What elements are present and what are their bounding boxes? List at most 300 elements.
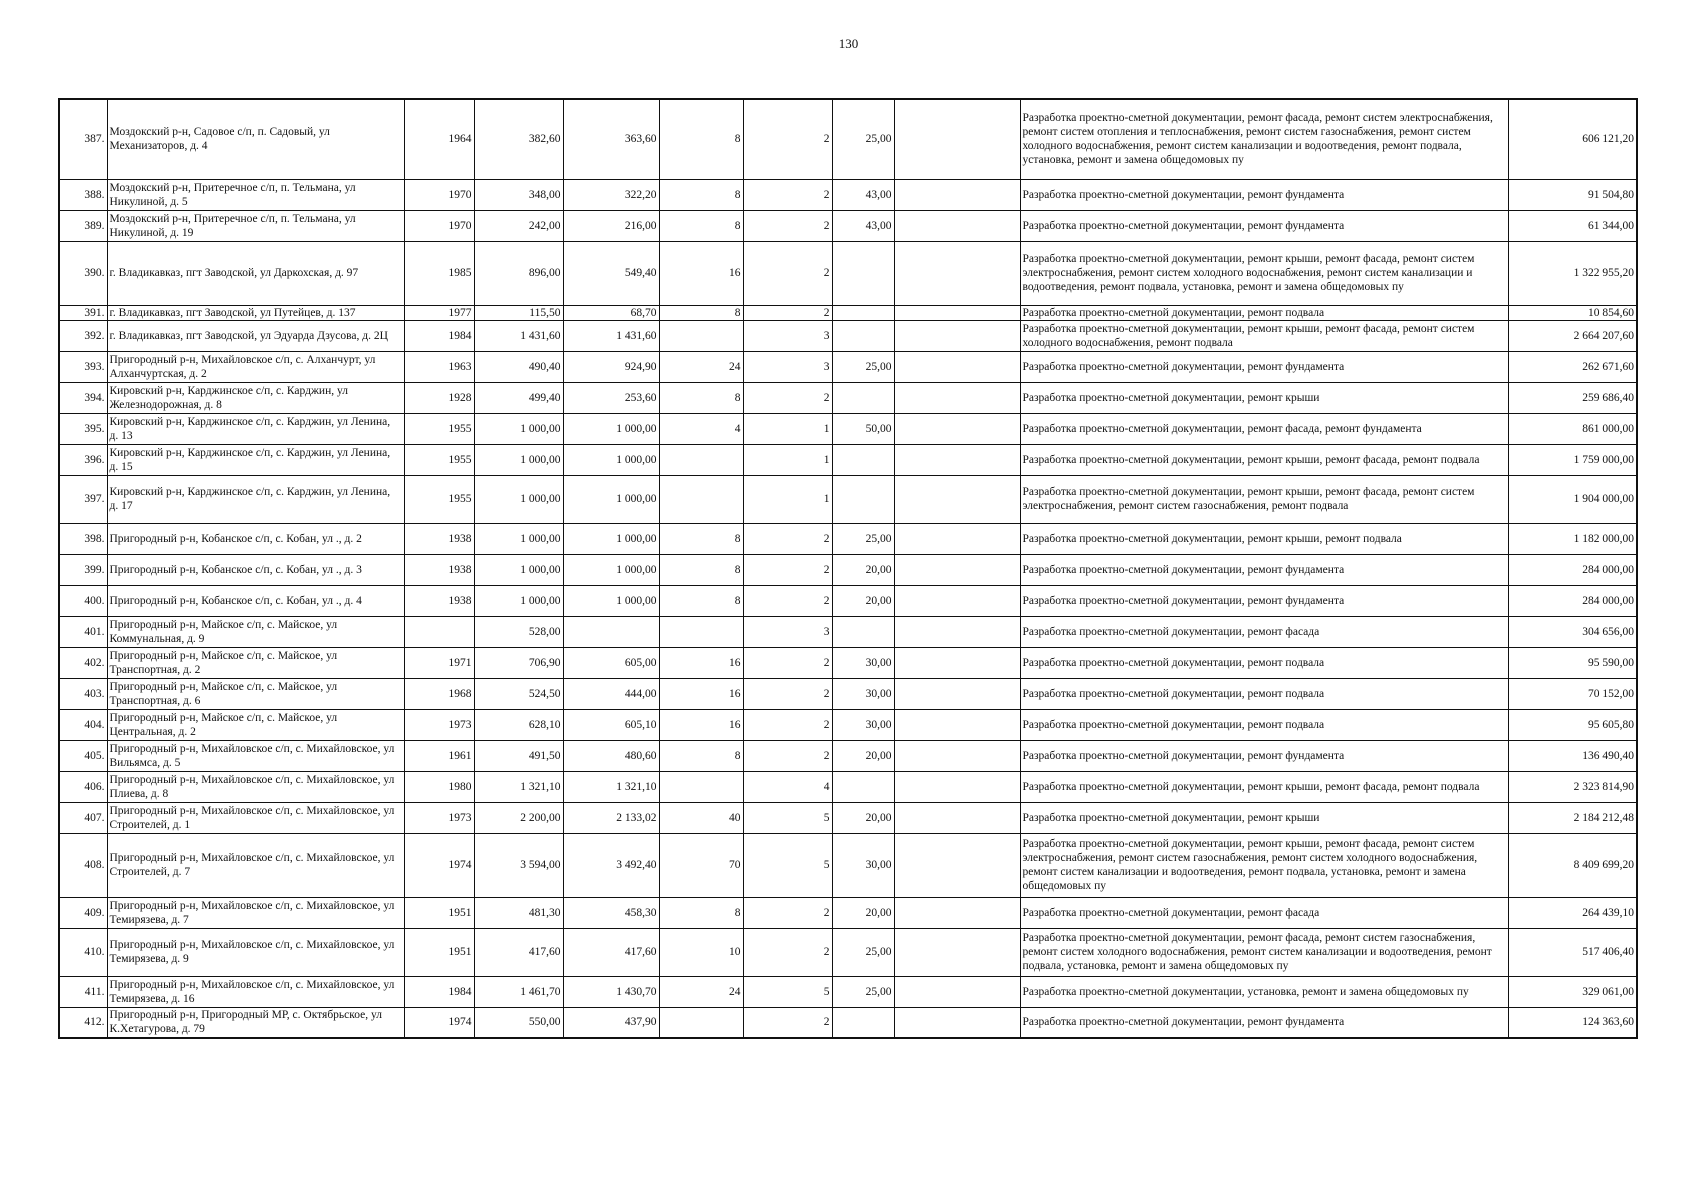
wear-cell: 50,00 [832, 413, 894, 444]
year-cell: 1955 [404, 475, 474, 523]
address-cell: Пригородный р-н, Михайловское с/п, с. Михайловское, ул Темирязева, д. 9 [107, 928, 404, 976]
apartments-cell: 4 [659, 413, 743, 444]
address-cell: Пригородный р-н, Майское с/п, с. Майское, ул Центральная, д. 2 [107, 709, 404, 740]
wear-cell [832, 616, 894, 647]
wear-cell [832, 444, 894, 475]
table-row [59, 179, 1637, 210]
total-area-cell: 1 461,70 [474, 976, 563, 1007]
residential-area-cell [563, 616, 659, 647]
extra-cell [894, 523, 1020, 554]
apartments-cell [659, 475, 743, 523]
residential-area-cell: 924,90 [563, 351, 659, 382]
works-cell: Разработка проектно-сметной документации, ремонт фундамента [1020, 210, 1508, 241]
cost-cell: 124 363,60 [1508, 1007, 1637, 1038]
row-number: 398. [59, 523, 107, 554]
row-number: 393. [59, 351, 107, 382]
total-area-cell: 1 321,10 [474, 771, 563, 802]
table-row [59, 351, 1637, 382]
floors-cell: 1 [743, 413, 832, 444]
row-number: 411. [59, 976, 107, 1007]
residential-area-cell: 549,40 [563, 241, 659, 305]
year-cell: 1961 [404, 740, 474, 771]
cost-cell: 136 490,40 [1508, 740, 1637, 771]
cost-cell: 606 121,20 [1508, 99, 1637, 179]
total-area-cell: 3 594,00 [474, 833, 563, 897]
works-cell: Разработка проектно-сметной документации, ремонт подвала [1020, 305, 1508, 320]
row-number: 403. [59, 678, 107, 709]
apartments-cell: 8 [659, 210, 743, 241]
cost-cell: 2 664 207,60 [1508, 320, 1637, 351]
row-number: 399. [59, 554, 107, 585]
extra-cell [894, 305, 1020, 320]
apartments-cell [659, 771, 743, 802]
wear-cell [832, 475, 894, 523]
works-cell: Разработка проектно-сметной документации, ремонт фасада, ремонт систем электроснабжения, ремонт систем отопления и теплоснабжения, ремонт систем газоснабжения, ремонт систем холодного водоснабжения, ремонт систем канализации и водоотведения, ремонт подвала, установка, ремонт и замена общедомовых пу [1020, 99, 1508, 179]
residential-area-cell: 322,20 [563, 179, 659, 210]
row-number: 388. [59, 179, 107, 210]
residential-area-cell: 1 000,00 [563, 523, 659, 554]
residential-area-cell: 1 000,00 [563, 413, 659, 444]
address-cell: Пригородный р-н, Михайловское с/п, с. Михайловское, ул Строителей, д. 7 [107, 833, 404, 897]
works-cell: Разработка проектно-сметной документации, ремонт подвала [1020, 647, 1508, 678]
cost-cell: 861 000,00 [1508, 413, 1637, 444]
address-cell: Пригородный р-н, Кобанское с/п, с. Кобан, ул ., д. 3 [107, 554, 404, 585]
address-cell: Пригородный р-н, Михайловское с/п, с. Михайловское, ул Вильямса, д. 5 [107, 740, 404, 771]
table-row [59, 585, 1637, 616]
total-area-cell: 706,90 [474, 647, 563, 678]
residential-area-cell: 216,00 [563, 210, 659, 241]
year-cell: 1977 [404, 305, 474, 320]
floors-cell: 2 [743, 99, 832, 179]
residential-area-cell: 253,60 [563, 382, 659, 413]
wear-cell [832, 320, 894, 351]
table-row [59, 99, 1637, 179]
residential-area-cell: 3 492,40 [563, 833, 659, 897]
floors-cell: 2 [743, 585, 832, 616]
row-number: 391. [59, 305, 107, 320]
year-cell: 1955 [404, 444, 474, 475]
extra-cell [894, 554, 1020, 585]
apartments-cell: 8 [659, 179, 743, 210]
wear-cell: 30,00 [832, 833, 894, 897]
address-cell: г. Владикавказ, пгт Заводской, ул Путейцев, д. 137 [107, 305, 404, 320]
year-cell: 1973 [404, 802, 474, 833]
table-row [59, 523, 1637, 554]
table-row [59, 475, 1637, 523]
extra-cell [894, 210, 1020, 241]
total-area-cell: 1 000,00 [474, 523, 563, 554]
apartments-cell: 8 [659, 740, 743, 771]
row-number: 400. [59, 585, 107, 616]
year-cell: 1984 [404, 976, 474, 1007]
floors-cell: 2 [743, 241, 832, 305]
cost-cell: 95 605,80 [1508, 709, 1637, 740]
address-cell: Пригородный р-н, Михайловское с/п, с. Михайловское, ул Плиева, д. 8 [107, 771, 404, 802]
address-cell: Кировский р-н, Карджинское с/п, с. Карджин, ул Ленина, д. 13 [107, 413, 404, 444]
floors-cell: 2 [743, 305, 832, 320]
floors-cell: 2 [743, 1007, 832, 1038]
works-cell: Разработка проектно-сметной документации, ремонт фасада [1020, 616, 1508, 647]
page-number: 130 [838, 36, 859, 51]
cost-cell: 70 152,00 [1508, 678, 1637, 709]
year-cell: 1973 [404, 709, 474, 740]
extra-cell [894, 179, 1020, 210]
row-number: 406. [59, 771, 107, 802]
floors-cell: 2 [743, 523, 832, 554]
residential-area-cell: 437,90 [563, 1007, 659, 1038]
residential-area-cell: 1 000,00 [563, 475, 659, 523]
works-cell: Разработка проектно-сметной документации, ремонт крыши, ремонт фасада, ремонт систем холодного водоснабжения, ремонт подвала [1020, 320, 1508, 351]
residential-area-cell: 605,00 [563, 647, 659, 678]
wear-cell: 25,00 [832, 523, 894, 554]
address-cell: Пригородный р-н, Пригородный МР, с. Октябрьское, ул К.Хетагурова, д. 79 [107, 1007, 404, 1038]
wear-cell: 20,00 [832, 585, 894, 616]
apartments-cell [659, 616, 743, 647]
table-row [59, 305, 1637, 320]
residential-area-cell: 444,00 [563, 678, 659, 709]
residential-area-cell: 458,30 [563, 897, 659, 928]
cost-cell: 262 671,60 [1508, 351, 1637, 382]
apartments-cell: 8 [659, 554, 743, 585]
total-area-cell: 242,00 [474, 210, 563, 241]
floors-cell: 3 [743, 320, 832, 351]
total-area-cell: 550,00 [474, 1007, 563, 1038]
cost-cell: 1 904 000,00 [1508, 475, 1637, 523]
address-cell: Моздокский р-н, Притеречное с/п, п. Тельмана, ул Никулиной, д. 5 [107, 179, 404, 210]
wear-cell [832, 771, 894, 802]
year-cell: 1971 [404, 647, 474, 678]
address-cell: Пригородный р-н, Михайловское с/п, с. Михайловское, ул Строителей, д. 1 [107, 802, 404, 833]
wear-cell [832, 305, 894, 320]
floors-cell: 3 [743, 616, 832, 647]
address-cell: Пригородный р-н, Михайловское с/п, с. Михайловское, ул Темирязева, д. 16 [107, 976, 404, 1007]
apartments-cell: 8 [659, 585, 743, 616]
address-cell: Кировский р-н, Карджинское с/п, с. Карджин, ул Железнодорожная, д. 8 [107, 382, 404, 413]
total-area-cell: 528,00 [474, 616, 563, 647]
works-cell: Разработка проектно-сметной документации, ремонт фундамента [1020, 585, 1508, 616]
wear-cell: 25,00 [832, 928, 894, 976]
residential-area-cell: 605,10 [563, 709, 659, 740]
table-row [59, 976, 1637, 1007]
works-cell: Разработка проектно-сметной документации, ремонт крыши, ремонт фасада, ремонт подвала [1020, 444, 1508, 475]
works-cell: Разработка проектно-сметной документации, ремонт фундамента [1020, 179, 1508, 210]
cost-cell: 284 000,00 [1508, 585, 1637, 616]
housing-repair-table [58, 98, 1638, 1039]
floors-cell: 2 [743, 897, 832, 928]
year-cell: 1951 [404, 928, 474, 976]
total-area-cell: 1 000,00 [474, 475, 563, 523]
floors-cell: 1 [743, 475, 832, 523]
year-cell: 1938 [404, 523, 474, 554]
table-row [59, 413, 1637, 444]
total-area-cell: 1 000,00 [474, 554, 563, 585]
wear-cell: 30,00 [832, 678, 894, 709]
extra-cell [894, 976, 1020, 1007]
row-number: 408. [59, 833, 107, 897]
extra-cell [894, 616, 1020, 647]
row-number: 392. [59, 320, 107, 351]
extra-cell [894, 897, 1020, 928]
year-cell [404, 616, 474, 647]
wear-cell: 25,00 [832, 976, 894, 1007]
year-cell: 1970 [404, 210, 474, 241]
apartments-cell: 16 [659, 241, 743, 305]
works-cell: Разработка проектно-сметной документации, ремонт фасада, ремонт систем газоснабжения, ремонт систем холодного водоснабжения, ремонт систем канализации и водоотведения, ремонт подвала, установка, ремонт и замена общедомовых пу [1020, 928, 1508, 976]
works-cell: Разработка проектно-сметной документации, установка, ремонт и замена общедомовых пу [1020, 976, 1508, 1007]
address-cell: Пригородный р-н, Кобанское с/п, с. Кобан, ул ., д. 4 [107, 585, 404, 616]
address-cell: Моздокский р-н, Садовое с/п, п. Садовый, ул Механизаторов, д. 4 [107, 99, 404, 179]
extra-cell [894, 928, 1020, 976]
table-row [59, 554, 1637, 585]
row-number: 390. [59, 241, 107, 305]
works-cell: Разработка проектно-сметной документации, ремонт крыши [1020, 802, 1508, 833]
year-cell: 1951 [404, 897, 474, 928]
table-row [59, 320, 1637, 351]
works-cell: Разработка проектно-сметной документации, ремонт крыши, ремонт подвала [1020, 523, 1508, 554]
row-number: 404. [59, 709, 107, 740]
wear-cell: 20,00 [832, 802, 894, 833]
total-area-cell: 2 200,00 [474, 802, 563, 833]
apartments-cell: 16 [659, 647, 743, 678]
wear-cell: 20,00 [832, 897, 894, 928]
apartments-cell: 8 [659, 523, 743, 554]
total-area-cell: 481,30 [474, 897, 563, 928]
apartments-cell: 10 [659, 928, 743, 976]
extra-cell [894, 475, 1020, 523]
floors-cell: 2 [743, 678, 832, 709]
address-cell: Пригородный р-н, Кобанское с/п, с. Кобан, ул ., д. 2 [107, 523, 404, 554]
extra-cell [894, 413, 1020, 444]
row-number: 405. [59, 740, 107, 771]
table-row [59, 897, 1637, 928]
apartments-cell: 16 [659, 709, 743, 740]
wear-cell: 30,00 [832, 709, 894, 740]
total-area-cell: 896,00 [474, 241, 563, 305]
total-area-cell: 490,40 [474, 351, 563, 382]
extra-cell [894, 241, 1020, 305]
total-area-cell: 524,50 [474, 678, 563, 709]
wear-cell: 20,00 [832, 554, 894, 585]
address-cell: Моздокский р-н, Притеречное с/п, п. Тельмана, ул Никулиной, д. 19 [107, 210, 404, 241]
table-row [59, 616, 1637, 647]
year-cell: 1955 [404, 413, 474, 444]
cost-cell: 95 590,00 [1508, 647, 1637, 678]
row-number: 395. [59, 413, 107, 444]
year-cell: 1963 [404, 351, 474, 382]
floors-cell: 5 [743, 833, 832, 897]
row-number: 412. [59, 1007, 107, 1038]
total-area-cell: 417,60 [474, 928, 563, 976]
year-cell: 1928 [404, 382, 474, 413]
row-number: 396. [59, 444, 107, 475]
extra-cell [894, 1007, 1020, 1038]
works-cell: Разработка проектно-сметной документации, ремонт крыши, ремонт фасада, ремонт систем электроснабжения, ремонт систем газоснабжения, ремонт систем холодного водоснабжения, ремонт систем канализации и водоотведения, ремонт подвала, установка, ремонт и замена общедомовых пу [1020, 833, 1508, 897]
works-cell: Разработка проектно-сметной документации, ремонт фундамента [1020, 554, 1508, 585]
cost-cell: 1 182 000,00 [1508, 523, 1637, 554]
residential-area-cell: 417,60 [563, 928, 659, 976]
address-cell: Пригородный р-н, Михайловское с/п, с. Алханчурт, ул Алханчуртская, д. 2 [107, 351, 404, 382]
floors-cell: 2 [743, 382, 832, 413]
table-row [59, 709, 1637, 740]
works-cell: Разработка проектно-сметной документации, ремонт крыши [1020, 382, 1508, 413]
table-row [59, 382, 1637, 413]
wear-cell [832, 1007, 894, 1038]
floors-cell: 2 [743, 740, 832, 771]
wear-cell: 20,00 [832, 740, 894, 771]
address-cell: г. Владикавказ, пгт Заводской, ул Эдуарда Дзусова, д. 2Ц [107, 320, 404, 351]
floors-cell: 1 [743, 444, 832, 475]
table-row [59, 647, 1637, 678]
extra-cell [894, 833, 1020, 897]
total-area-cell: 491,50 [474, 740, 563, 771]
total-area-cell: 115,50 [474, 305, 563, 320]
row-number: 397. [59, 475, 107, 523]
apartments-cell: 8 [659, 897, 743, 928]
extra-cell [894, 382, 1020, 413]
apartments-cell: 24 [659, 351, 743, 382]
year-cell: 1974 [404, 1007, 474, 1038]
address-cell: Пригородный р-н, Майское с/п, с. Майское, ул Транспортная, д. 6 [107, 678, 404, 709]
works-cell: Разработка проектно-сметной документации, ремонт фундамента [1020, 351, 1508, 382]
row-number: 409. [59, 897, 107, 928]
apartments-cell: 24 [659, 976, 743, 1007]
apartments-cell [659, 320, 743, 351]
extra-cell [894, 647, 1020, 678]
table-row [59, 928, 1637, 976]
floors-cell: 2 [743, 928, 832, 976]
wear-cell [832, 382, 894, 413]
table-row [59, 740, 1637, 771]
total-area-cell: 628,10 [474, 709, 563, 740]
apartments-cell [659, 444, 743, 475]
residential-area-cell: 68,70 [563, 305, 659, 320]
extra-cell [894, 351, 1020, 382]
cost-cell: 517 406,40 [1508, 928, 1637, 976]
table-row [59, 833, 1637, 897]
address-cell: г. Владикавказ, пгт Заводской, ул Даркохская, д. 97 [107, 241, 404, 305]
floors-cell: 3 [743, 351, 832, 382]
residential-area-cell: 1 000,00 [563, 585, 659, 616]
year-cell: 1985 [404, 241, 474, 305]
extra-cell [894, 740, 1020, 771]
works-cell: Разработка проектно-сметной документации, ремонт фундамента [1020, 1007, 1508, 1038]
year-cell: 1938 [404, 585, 474, 616]
row-number: 410. [59, 928, 107, 976]
total-area-cell: 382,60 [474, 99, 563, 179]
extra-cell [894, 802, 1020, 833]
apartments-cell: 8 [659, 305, 743, 320]
total-area-cell: 1 000,00 [474, 585, 563, 616]
cost-cell: 1 322 955,20 [1508, 241, 1637, 305]
apartments-cell: 8 [659, 382, 743, 413]
cost-cell: 91 504,80 [1508, 179, 1637, 210]
year-cell: 1974 [404, 833, 474, 897]
wear-cell [832, 241, 894, 305]
apartments-cell: 8 [659, 99, 743, 179]
table-row [59, 771, 1637, 802]
cost-cell: 284 000,00 [1508, 554, 1637, 585]
works-cell: Разработка проектно-сметной документации, ремонт подвала [1020, 709, 1508, 740]
works-cell: Разработка проектно-сметной документации, ремонт крыши, ремонт фасада, ремонт подвала [1020, 771, 1508, 802]
extra-cell [894, 444, 1020, 475]
row-number: 407. [59, 802, 107, 833]
total-area-cell: 1 000,00 [474, 444, 563, 475]
total-area-cell: 1 431,60 [474, 320, 563, 351]
floors-cell: 4 [743, 771, 832, 802]
floors-cell: 2 [743, 179, 832, 210]
extra-cell [894, 320, 1020, 351]
residential-area-cell: 1 000,00 [563, 444, 659, 475]
floors-cell: 2 [743, 709, 832, 740]
works-cell: Разработка проектно-сметной документации, ремонт фундамента [1020, 740, 1508, 771]
floors-cell: 2 [743, 647, 832, 678]
table-row [59, 241, 1637, 305]
year-cell: 1964 [404, 99, 474, 179]
address-cell: Пригородный р-н, Майское с/п, с. Майское, ул Транспортная, д. 2 [107, 647, 404, 678]
wear-cell: 25,00 [832, 351, 894, 382]
row-number: 389. [59, 210, 107, 241]
wear-cell: 30,00 [832, 647, 894, 678]
address-cell: Пригородный р-н, Майское с/п, с. Майское, ул Коммунальная, д. 9 [107, 616, 404, 647]
cost-cell: 2 323 814,90 [1508, 771, 1637, 802]
table-row [59, 444, 1637, 475]
row-number: 387. [59, 99, 107, 179]
wear-cell: 43,00 [832, 210, 894, 241]
apartments-cell: 16 [659, 678, 743, 709]
address-cell: Пригородный р-н, Михайловское с/п, с. Михайловское, ул Темирязева, д. 7 [107, 897, 404, 928]
residential-area-cell: 1 321,10 [563, 771, 659, 802]
works-cell: Разработка проектно-сметной документации, ремонт подвала [1020, 678, 1508, 709]
apartments-cell: 70 [659, 833, 743, 897]
residential-area-cell: 1 431,60 [563, 320, 659, 351]
floors-cell: 5 [743, 976, 832, 1007]
cost-cell: 259 686,40 [1508, 382, 1637, 413]
extra-cell [894, 678, 1020, 709]
residential-area-cell: 2 133,02 [563, 802, 659, 833]
year-cell: 1984 [404, 320, 474, 351]
cost-cell: 329 061,00 [1508, 976, 1637, 1007]
apartments-cell: 40 [659, 802, 743, 833]
wear-cell: 25,00 [832, 99, 894, 179]
extra-cell [894, 99, 1020, 179]
year-cell: 1970 [404, 179, 474, 210]
row-number: 401. [59, 616, 107, 647]
cost-cell: 2 184 212,48 [1508, 802, 1637, 833]
floors-cell: 2 [743, 554, 832, 585]
row-number: 394. [59, 382, 107, 413]
year-cell: 1938 [404, 554, 474, 585]
residential-area-cell: 1 000,00 [563, 554, 659, 585]
cost-cell: 10 854,60 [1508, 305, 1637, 320]
year-cell: 1968 [404, 678, 474, 709]
residential-area-cell: 1 430,70 [563, 976, 659, 1007]
floors-cell: 5 [743, 802, 832, 833]
year-cell: 1980 [404, 771, 474, 802]
table-row [59, 802, 1637, 833]
extra-cell [894, 771, 1020, 802]
cost-cell: 304 656,00 [1508, 616, 1637, 647]
works-cell: Разработка проектно-сметной документации, ремонт крыши, ремонт фасада, ремонт систем электроснабжения, ремонт систем газоснабжения, ремонт подвала [1020, 475, 1508, 523]
row-number: 402. [59, 647, 107, 678]
extra-cell [894, 709, 1020, 740]
total-area-cell: 1 000,00 [474, 413, 563, 444]
works-cell: Разработка проектно-сметной документации, ремонт крыши, ремонт фасада, ремонт систем электроснабжения, ремонт систем холодного водоснабжения, ремонт систем канализации и водоотведения, ремонт подвала, установка, ремонт и замена общедомовых пу [1020, 241, 1508, 305]
table-row [59, 678, 1637, 709]
address-cell: Кировский р-н, Карджинское с/п, с. Карджин, ул Ленина, д. 17 [107, 475, 404, 523]
apartments-cell [659, 1007, 743, 1038]
cost-cell: 264 439,10 [1508, 897, 1637, 928]
cost-cell: 1 759 000,00 [1508, 444, 1637, 475]
